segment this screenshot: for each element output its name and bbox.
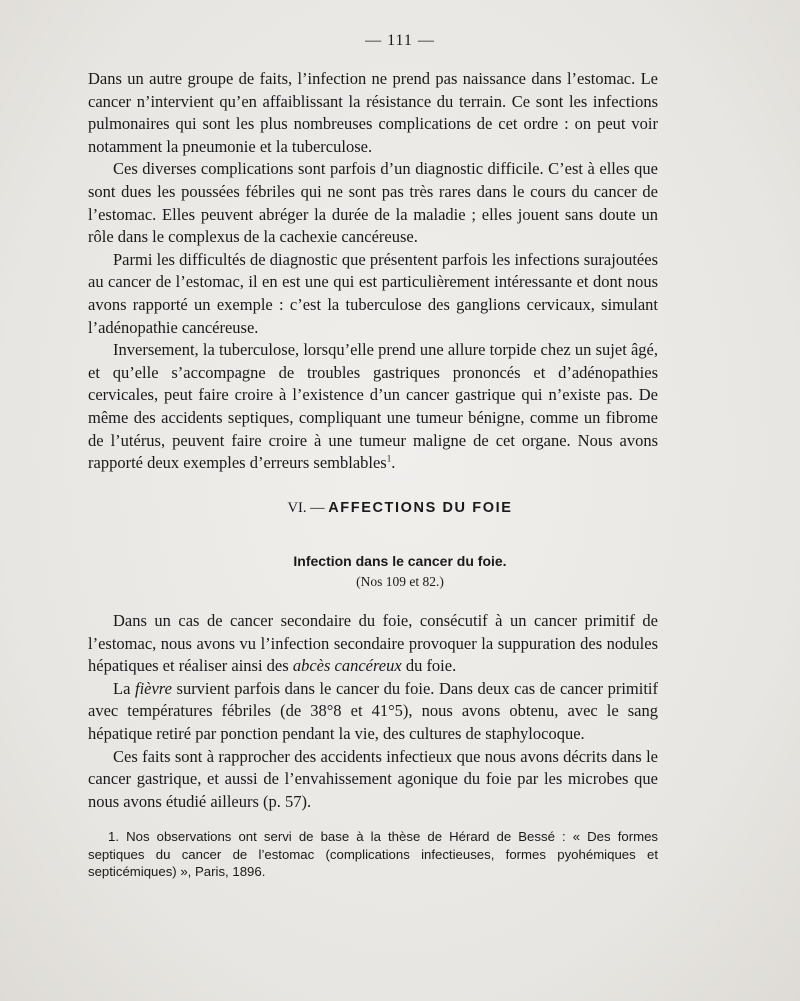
- body-text-top: [88, 68, 658, 475]
- paragraph-2: Ces diverses complications sont parfois d’un diagnostic difficile. C’est à elles que sont dues les poussées fébriles qui ne sont pas très rares dans le cours du cancer de l’estomac. Elles peuvent abréger la durée de la maladie ; elles jouent sans doute un rôle dans le complexus de la cachexie cancéreuse.: [88, 159, 658, 247]
- page-number: — 111 —: [365, 32, 435, 49]
- paragraph-5-text: Dans un cas de cancer secondaire du foie, consécutif à un cancer primitif de l’estomac, nous avons vu l’infection secondaire provoquer la suppuration des nodules hépatiques et réaliser ainsi des: [88, 611, 658, 676]
- body-text-bottom: [88, 610, 658, 813]
- paragraph-6-start: La: [113, 678, 135, 698]
- paragraph-4: [88, 339, 658, 475]
- subheading-reference: (Nos 109 et 82.): [356, 574, 444, 589]
- paragraph-5-end: du foie.: [401, 656, 457, 676]
- paragraph-4-end: .: [391, 453, 396, 473]
- subheading: Infection dans le cancer du foie.: [293, 553, 507, 569]
- section-heading: [0, 500, 800, 517]
- paragraph-1: Dans un autre groupe de faits, l’infection ne prend pas naissance dans l’estomac. Le cancer n’intervient qu’en affaiblissant la résistance du terrain. Ce sont les infections pulmonaires qui sont les plus nombreuses complications de cet ordre : on peut voir notamment la pneumonie et la tuberculose.: [88, 69, 658, 156]
- paragraph-3: Parmi les difficultés de diagnostic que présentent parfois les infections surajoutées au cancer de l’estomac, il en est une qui est particulièrement intéressante et dont nous avons rapporté un exemple : c’est la tuberculose des ganglions cervicaux, simulant l’adénopathie cancéreuse.: [88, 249, 658, 337]
- footnote-marker: 1: [386, 453, 392, 464]
- paragraph-7: Ces faits sont à rapprocher des accidents infectieux que nous avons décrits dans le cancer gastrique, et aussi de l’envahissement agonique du foie par les microbes que nous avons étudié ailleurs (p. 57).: [88, 746, 658, 811]
- footnote-text: 1. Nos observations ont servi de base à la thèse de Hérard de Bessé : « Des formes septiques du cancer de l’estomac (complications infectieuses, formes pyohémiques et septicémiques) », Paris, 1896.: [88, 829, 658, 879]
- paragraph-6-emphasis: fièvre: [134, 678, 172, 698]
- paragraph-4-text: Inversement, la tuberculose, lorsqu’elle prend une allure torpide chez un sujet âgé, et qu’elle s’accompagne de troubles gastriques prononcés et d’adénopathies cervicales, peut faire croire à l’existence d’un cancer gastrique qui n’existe pas. De même des accidents septiques, compliquant une tumeur bénigne, comme un fibrome de l’utérus, peuvent faire croire à une tumeur maligne de cet organe. Nous avons rapporté deux exemples d’erreurs semblables: [88, 340, 658, 473]
- paragraph-5: [88, 610, 658, 678]
- paragraph-6: [88, 678, 658, 746]
- footnote: [88, 828, 658, 881]
- section-dash: —: [306, 500, 329, 516]
- paragraph-5-emphasis: abcès cancéreux: [292, 656, 402, 676]
- paragraph-6-text: survient parfois dans le cancer du foie. Dans deux cas de cancer primitif avec températures fébriles (de 38°8 et 41°5), nous avons obtenu, avec le sang hépatique retiré par ponction pendant la vie, des cultures de staphylocoque.: [88, 678, 658, 743]
- section-title: AFFECTIONS DU FOIE: [328, 500, 513, 516]
- section-number: VI.: [287, 500, 307, 516]
